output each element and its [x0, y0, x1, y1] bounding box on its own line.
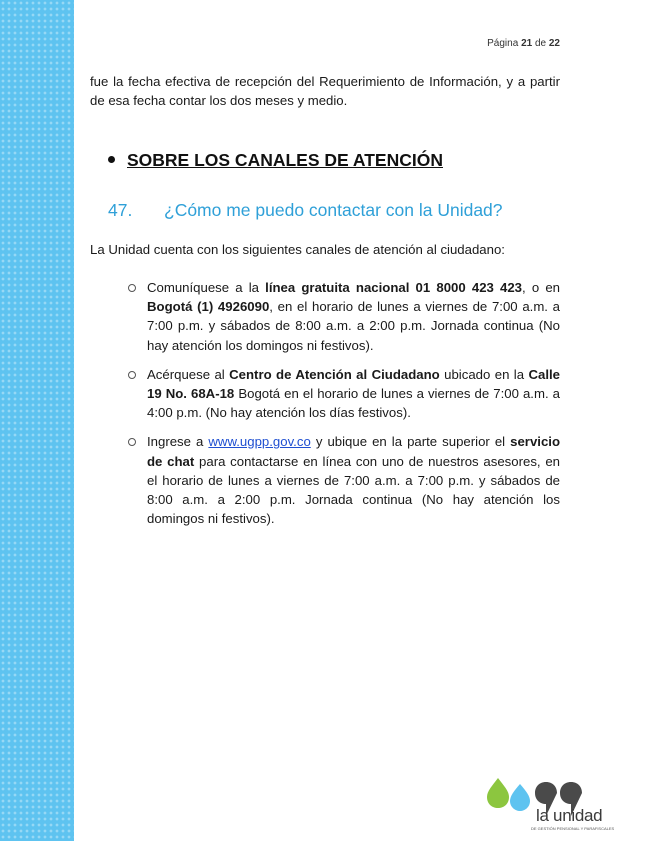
circle-bullet-icon — [128, 284, 136, 292]
page-number: Página 21 de 22 — [487, 38, 560, 49]
question-heading — [108, 200, 503, 221]
logo-drop-green — [487, 778, 509, 808]
continuation-paragraph-block — [90, 72, 560, 110]
section-heading: SOBRE LOS CANALES DE ATENCIÓN — [108, 150, 443, 171]
list-item: Comuníquese a la línea gratuita nacional 01 8000 423 423, o en Bogotá (1) 4926090, en el horario de lunes a viernes de 7:00 a.m. a 7:00 p.m. y sábados de 8:00 a.m. a 2:00 p.m. Jornada continua (No hay atención los domingos ni festivos). — [126, 278, 560, 355]
list-item: Acérquese al Centro de Atención al Ciudadano ubicado en la Calle 19 No. 68A-18 Bogotá en el horario de lunes a viernes de 7:00 a.m. a 4:00 p.m. (No hay atención los días festivos). — [126, 365, 560, 423]
continuation-paragraph: fue la fecha efectiva de recepción del Requerimiento de Información, y a partir de esa fecha contar los dos meses y medio. — [90, 74, 560, 108]
bullet-icon — [108, 156, 115, 163]
logo-name: la unidad — [536, 806, 603, 825]
circle-bullet-icon — [128, 438, 136, 446]
question-text: ¿Cómo me puedo contactar con la Unidad? — [164, 200, 503, 220]
channels-list — [126, 278, 560, 538]
logo-drop-blue — [510, 784, 530, 811]
logo-subtitle: DE GESTIÓN PENSIONAL Y PARAFISCALES — [531, 826, 615, 831]
intro-text: La Unidad cuenta con los siguientes canales de atención al ciudadano: — [90, 242, 505, 257]
list-item: Ingrese a www.ugpp.gov.co y ubique en la parte superior el servicio de chat para contactarse en línea con uno de nuestros asesores, en el horario de lunes a viernes de 7:00 a.m. a 7:00 p.m. y sábados de 8:00 a.m. a 2:00 p.m. Jornada continua (No hay atención los domingos ni festivos). — [126, 432, 560, 528]
decorative-sidebar — [0, 0, 74, 841]
website-link[interactable]: www.ugpp.gov.co — [208, 434, 311, 450]
question-number: 47. — [108, 200, 133, 220]
circle-bullet-icon — [128, 371, 136, 379]
